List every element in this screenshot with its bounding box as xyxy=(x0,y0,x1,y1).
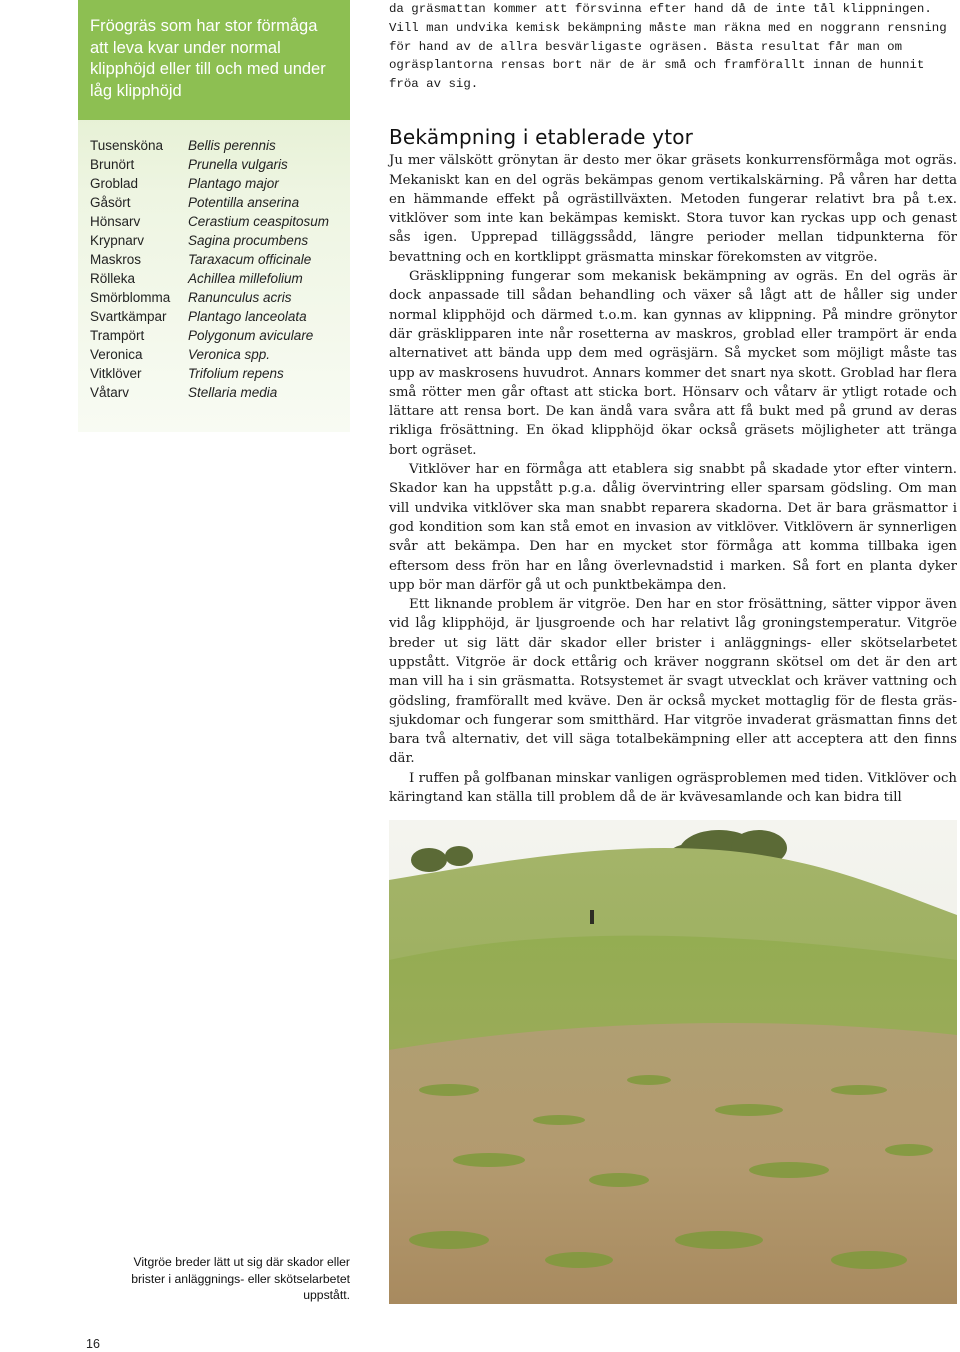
plant-latin-name: Trifolium repens xyxy=(188,366,284,381)
plant-row xyxy=(90,345,345,364)
paragraph: Gräsklippning fungerar som mekanisk bekämpning av ogräs. En del ogräs är dock anpassade till sådan behandling och växer så lågt att de håller sig under normal klipphöjd och därmed t.o.m. kan gynnas av klippning. På mindre grönytor där gräsklipparen inte når rosetterna av maskros, groblad eller trampört är enda alternativet att bända upp dem med ogräsjärn. Så mycket som möjligt måste tas upp av maskrosens huvudrot. Annars kommer det snart nya skott. Groblad har flera små rötter men går oftast att sticka bort. Hönsarv och våtarv är ytligt rotade och lättare att rensa bort. De kan ändå vara svåra att få bukt med på grund av deras rikliga frösättning. En ökad klipphöjd ökar också gräsets möjligheter att tränga bort ogräset. xyxy=(389,269,957,458)
plant-row xyxy=(90,364,345,383)
plant-common-name: Rölleka xyxy=(90,271,136,286)
plant-row xyxy=(90,269,345,288)
paragraph: Vitklöver har en förmåga att etablera sig snabbt på skadade ytor efter vintern. Skador kan ha uppstått p.g.a. dålig övervintring eller sparsam gödsling. Om man vill undvika vitklöver ska man snabbt reparera skadorna. Det är bara gräsmattor i god kondition som kan stå emot en invasion av vitklöver. Vitklövern är synnerligen svår att bekämpa. Den har en mycket stor förmåga att komma tillbaka igen eftersom dess frön har en lång överlevnadstid i marken. Så fort en planta dyker upp bör man därför gå ut och punktbekämpa den. xyxy=(389,462,957,593)
plant-latin-name: Cerastium ceaspitosum xyxy=(188,214,330,229)
plant-row xyxy=(90,136,345,155)
plant-row xyxy=(90,288,345,307)
plant-common-name: Trampört xyxy=(90,328,145,343)
golf-rough-photo xyxy=(389,820,957,1304)
plant-common-name: Smörblomma xyxy=(90,290,171,305)
plant-latin-name: Ranunculus acris xyxy=(188,290,292,305)
marker-post xyxy=(590,910,594,924)
photo-caption: Vitgröe breder lätt ut sig där skador eller brister i anläggnings- eller skötselarbetet uppstått. xyxy=(131,1255,350,1302)
plant-latin-name: Prunella vulgaris xyxy=(188,157,288,172)
plant-row xyxy=(90,383,345,402)
plant-latin-name: Bellis perennis xyxy=(188,138,276,153)
plant-latin-name: Achillea millefolium xyxy=(188,271,303,286)
plant-row xyxy=(90,307,345,326)
page-number: 16 xyxy=(86,1337,100,1351)
plant-common-name: Gåsört xyxy=(90,195,131,210)
plant-latin-name: Sagina procumbens xyxy=(188,233,309,248)
plant-common-name: Groblad xyxy=(90,176,139,191)
weed-species-box xyxy=(78,0,350,432)
plant-row xyxy=(90,193,345,212)
box-header xyxy=(78,0,350,120)
plant-latin-name: Veronica spp. xyxy=(188,347,271,362)
plant-common-name: Krypnarv xyxy=(90,233,145,248)
plant-latin-name: Plantago major xyxy=(188,176,279,191)
plant-row xyxy=(90,212,345,231)
plant-row xyxy=(90,174,345,193)
plant-common-name: Tusensköna xyxy=(90,138,164,153)
paragraph: Ett liknande problem är vitgröe. Den har en stor frösättning, sätter vippor även vid låg klipphöjd, är ljusgroende och har relativt låg groningstemperatur. Vitgröe breder ut sig lätt där skador eller brister i anläggnings- eller skötselarbetet uppstått. Vitgröe är dock ettårig och kräver noggrann skötsel om det är den art man vill ha i sin gräsmatta. Rotsystemet är svagt utvecklat och kräver vattning och gödsling, framförallt med kväve. Den är också mycket mottaglig för de flesta gräs-sjukdomar och fungerar som smitthärd. Har vitgröe invaderat gräsmattan finns det bara två alternativ, det vill säga totalbekämpning eller att acceptera att den finns där. xyxy=(389,597,957,767)
plant-common-name: Vitklöver xyxy=(90,366,142,381)
plant-common-name: Brunört xyxy=(90,157,135,172)
plant-latin-name: Taraxacum officinale xyxy=(188,252,312,267)
plant-list xyxy=(90,136,345,402)
plant-common-name: Hönsarv xyxy=(90,214,141,229)
paragraph: Ju mer välskött grönytan är desto mer ökar gräsets konkurrensförmåga mot ogräs. Mekaniskt kan en del ogräs bekämpas genom vertikalskärning. På våren har detta en hämmande effekt på ogrästillväxten. Metoden fungerar relativt bra på t.ex. vitklöver som inte kan bekämpas kemiskt. Stora tuvor kan ryckas upp och genast sås igen. Upprepad tilläggssådd, längre perioder mellan tidpunkterna för bevattning och en kortklippt gräsmatta minskar förekomsten av vitgröe. xyxy=(389,153,957,265)
article-body xyxy=(389,0,957,807)
plant-common-name: Maskros xyxy=(90,252,142,267)
paragraph: I ruffen på golfbanan minskar vanligen ogräsproblemen med tiden. Vitklöver och käringtand kan ställa till problem då de är kvävesamlande och kan bidra till xyxy=(389,770,957,806)
plant-common-name: Våtarv xyxy=(90,385,130,400)
plant-latin-name: Polygonum aviculare xyxy=(188,328,314,343)
section-heading: Bekämpning i etablerade ytor xyxy=(389,124,694,149)
plant-row xyxy=(90,250,345,269)
box-title: Fröogräs som har stor förmåga att leva kvar under normal klipphöjd eller till och med under låg klipphöjd xyxy=(90,17,326,100)
plant-row xyxy=(90,326,345,345)
plant-latin-name: Potentilla anserina xyxy=(188,195,300,210)
plant-row xyxy=(90,155,345,174)
plant-latin-name: Plantago lanceolata xyxy=(188,309,307,324)
plant-common-name: Svartkämpar xyxy=(90,309,167,324)
intro-paragraph: da gräsmattan kommer att försvinna efter hand då de inte tål klippningen. Vill man undvika kemisk bekämpning måste man räkna med en noggrann rensning för hand av de allra besvärligaste ogräsen. Bästa resultat får man om ogräsplantorna rensas bort när de är små och framförallt innan de hunnit fröa av sig. xyxy=(389,2,947,92)
plant-latin-name: Stellaria media xyxy=(188,385,278,400)
plant-common-name: Veronica xyxy=(90,347,143,362)
plant-row xyxy=(90,231,345,250)
